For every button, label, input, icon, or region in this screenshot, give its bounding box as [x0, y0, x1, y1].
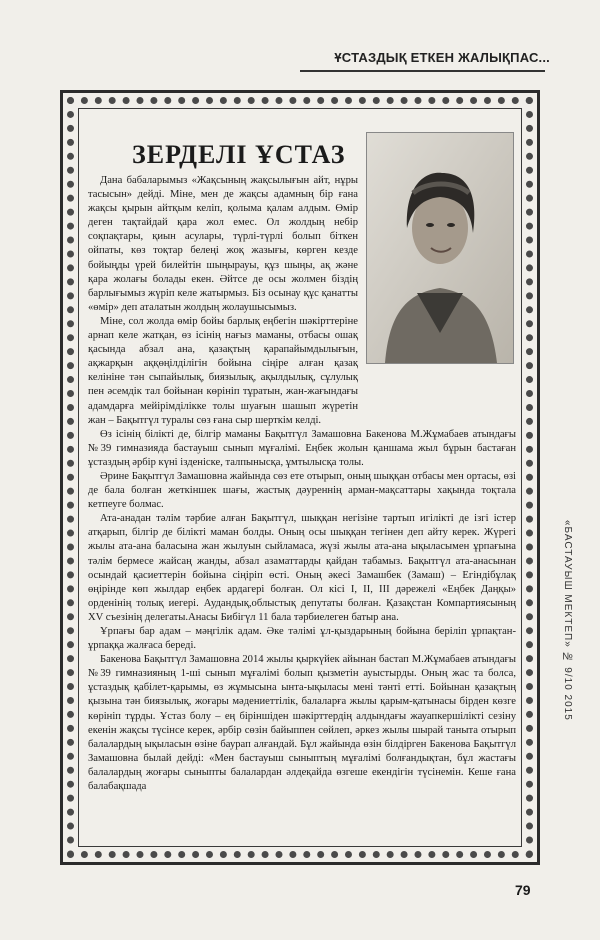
side-journal-caption: «БАСТАУЫШ МЕКТЕП» № 9/10 2015	[562, 520, 573, 721]
article-title: ЗЕРДЕЛІ ҰСТАЗ	[132, 140, 346, 169]
header-rule	[300, 70, 545, 72]
paragraph: Өз ісінің білікті де, білгір маманы Бақытгүл Замашовна Бакенова М.Жұмабаев атындағы №39 гимназияда бастауыш сынып мұғалімі. Еңбек жолын қаншама жыл бұрын бастаған ұстаздың әрбір күні ізденіске, талпынысқа, ұмтылысқа толы.	[88, 428, 516, 468]
paragraph: Бакенова Бақытгүл Замашовна 2014 жылы қыркүйек айынан бастап М.Жұмабаев атындағы №39 гимназияның 1-ші сынып мұғалімі болып қызметін ауыстырды. Оның жас та болса, ұстаздық қабілет-қарымы, өз жұмысына ынта-ықыласы мені тәнті етті. Бойынан қазақтың қызына тән биязылық, жоғары мәдениеттілік, балаларға жылы қарым-қатынасы бірден көзге көрініп тұрды. Ұстаз болу – ең біріншіден шәкірттердің алдындағы жауапкершілікті сезіну екенін жақсы түсінсе керек, әрбір сөзін байыппен сөйлеп, әркез жылы шырай таныта отырып балалардың ықыласын өзіне баурап алғандай. Бұл жайында өзін білдірген Бакенова Бақытгүл Замашовна былай дейді: «Мен бастауыш сыныптың мұғалімі болғандықтан, бұл жастағы балалардың жоғары сыныпты балалардан әлдеқайда өзгеше екендігін түсінемін. Кеше ғана балабақшада	[88, 654, 516, 793]
article	[88, 112, 516, 847]
paragraph: Ата-анадан тәлім тәрбие алған Бақытгүл, шыққан негізіне тартып игілікті де ізгі істер атқарып, білгір де білікті маман болды. Оның осы шыққан тегінен деп айту керек. Жүрегі жылы ата-ана баласына жан жылуын сыйламаса, жүзі жылы ата-ана ықыласымен ұрпағына тәлім бермесе жайсаң жанды, абзал азаматтарды қайдан табамыз. Бақытгүл ата-анасынан осындай қасиеттерін бойына сіңіріп өсті. Оның әкесі Замашбек (Замаш) – Егіндібұлақ өңірінде көп жылдар еңбек ардагері болған. Ол кісі І, ІІ, ІІІ дәрежелі «Еңбек Даңқы» орденінің толық иегері. Аудандық,облыстық депутаты болған. Қазақстан Компартиясының ХV съезінің делегаты.Анасы Бибігүл 11 бала тәрбиелеген батыр ана.	[88, 513, 516, 623]
paragraph: Міне, сол жолда өмір бойы барлық еңбегін шәкірттеріне арнап келе жатқан, өз ісінің нағыз маманы, отбасы ошақ қасында абзал ана, қазақтың қарапайымдылығын, ақжарқын аққөңілділігін бойына сіңіре алған қазақ келініне тән сыпайылық, биязылық, ақылдылық, сұлулық пен әсемдік тал бойынан көрініп тұратын, жан-жағындағы адамдарға мейірімділікке толы шуағын шашып жүретін жан – Бақытгүл туралы сөз ғана сыр шерткім келді.	[88, 315, 358, 426]
paragraph: Дана бабаларымыз «Жақсының жақсылығын айт, нұры тасысын» дейді. Міне, мен де жақсы адамның бір ғана жақсы қырын айтқым келіп, қолыма қалам алдым. Өмір деген тақтайдай қара жол емес. Ол жолдың небір соқпақтары, қиын асулары, түрлі-түрлі болып біткен ойпаты, көз тоқтар белеңі жоқ жазығы, көрген кезде бойыңды үрей билейтін шыңырауы, құз шыңы, ақ және қара жолағы болады екен. Әйтсе де осы жолмен біздің барлығымыз жүріп келе жатырмыз. Біз осынау құс қанатты «өмір» деп аталатын жолдың жолаушысымыз.	[88, 175, 358, 313]
paragraph: Әрине Бақытгүл Замашовна жайында сөз ете отырып, оның шыққан отбасы мен ортасы, өзі де бала болған жеткіншек шағы, жастық дәуреннің арман-мақсаттары хақында тоқтала кетпеуге болмас.	[88, 470, 516, 511]
running-header: ҰСТАЗДЫҚ ЕТКЕН ЖАЛЫҚПАС...	[334, 50, 550, 65]
article-body	[88, 174, 516, 794]
page-number: 79	[515, 882, 531, 898]
paragraph: Ұрпағы бар адам – мәңгілік адам. Әке тәлімі ұл-қыздарының бойына беріліп ұрпақтан-ұрпаққа жалғаса береді.	[88, 626, 516, 652]
